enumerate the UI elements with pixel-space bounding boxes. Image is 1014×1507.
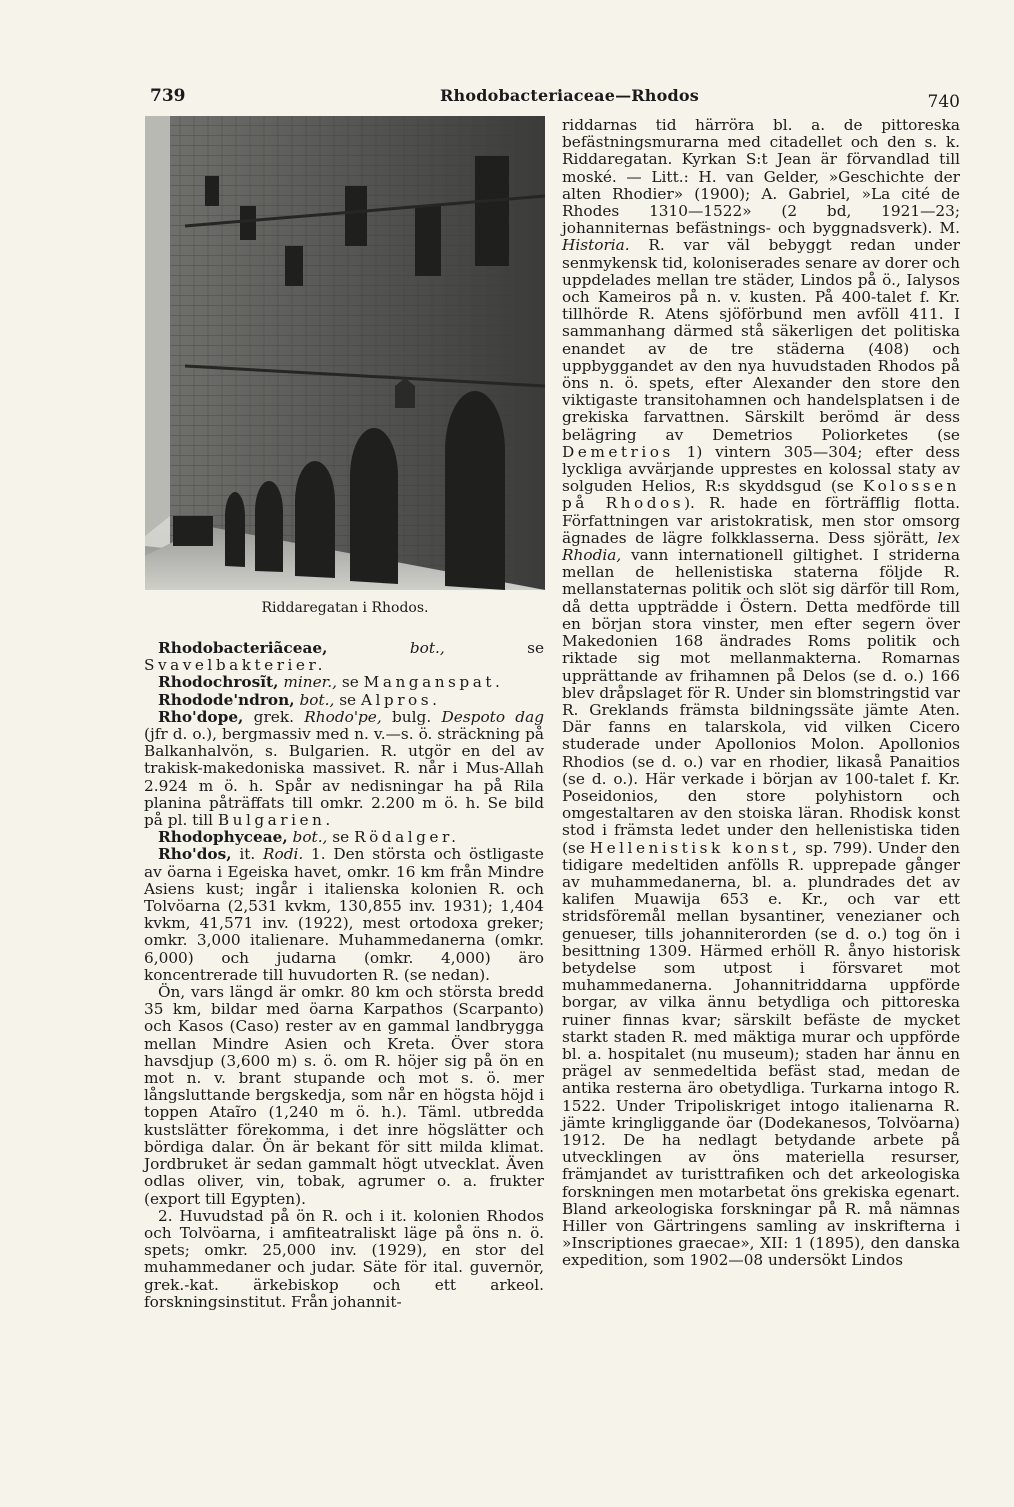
figure-caption: Riddaregatan i Rhodos. <box>261 600 429 616</box>
cross-reference: Rödalger. <box>354 828 460 847</box>
cross-reference: Demetrios <box>562 442 674 461</box>
rhodos-paragraph-island: Ön, vars längd är omkr. 80 km och största bredd 35 km, bildar med öarna Karpathos (Scarpanto) och Kasos (Caso) rester av en gammal landbrygga mellan Mindre Asien och Kreta. Över stora havsdjup (3,600 m) s. ö. om R. höjer sig på ön en mot n. v. brant stupande och mot s. ö. mer långsluttande bergskedja, som når en högsta höjd i toppen Ataĩro (1,240 m ö. h.). Täml. utbredda kustslätter förekomma, i det inre högslätter och bördiga dalar. Ön är bekant för sitt milda klimat. Jordbruket är sedan gammalt högt utvecklat. Även odlas oliver, vin, tobak, agrumer o. a. frukter (export till Egypten). <box>144 983 544 1208</box>
right-column <box>562 117 960 1270</box>
rhodos-paragraph-city: 2. Huvudstad på ön R. och i it. kolonien Rhodos och Tolvöarna, i amfiteatraliskt läge på öns n. ö. spets; omkr. 25,000 inv. (1929), en stor del muhammedaner och judar. Säte för ital. guvernör, grek.-kat. ärkebiskop och ett arkeol. forskningsinstitut. Från johannit- <box>144 1206 544 1311</box>
entry-rhodophyceae: Rhodophyceae, bot., se Rödalger. <box>158 828 460 847</box>
entry-rhodope: Rho'dope, grek. Rhodo'pe, bulg. Despoto dag (jfr d. o.), bergmassiv med n. v.—s. ö. sträckning på Balkanhalvön, s. Bulgarien. R. utgör en del av trakisk-makedoniska massivet. R. når i Mus-Allah 2.924 m ö. h. Spår av nedisningar ha på Rila planina påträffats till omkr. 2.200 m ö. h. Se bild på pl. till Bulgarien. <box>144 707 544 830</box>
section-title-historia: Historia. <box>562 236 630 255</box>
street-photo <box>145 116 545 590</box>
running-head: Rhodobacteriaceae—Rhodos <box>440 86 699 105</box>
page-header <box>150 86 960 110</box>
page-number-right: 740 <box>927 92 960 112</box>
headword: Rho'dope, <box>158 707 244 726</box>
headword: Rhodochrosĩt, <box>158 673 279 692</box>
headword: Rho'dos, <box>158 845 232 864</box>
headword: Rhodobacteriãceae, <box>158 639 328 657</box>
entry-rhodobacteriaceae: Rhodobacteriãceae, bot., se Svavelbakterier. <box>144 639 544 675</box>
cross-reference: Bulgarien. <box>217 811 334 830</box>
cross-reference: Kolossen på Rhodos <box>562 477 960 513</box>
entry-rhododendron: Rhodode'ndron, bot., se Alpros. <box>158 690 441 709</box>
entry-rhodochrosit: Rhodochrosĩt, miner., se Manganspat. <box>158 673 504 692</box>
entry-rhodos: Rho'dos, it. Rodi. 1. Den största och östligaste av öarna i Egeiska havet, omkr. 16 km från Mindre Asiens kust; ingår i italienska kolonien R. och Tolvöarna (2,531 kvkm, 130,855 inv. 1931); 1,404 kvkm, 41,571 inv. (1922), mest ortodoxa greker; omkr. 3,000 italienare. Muhammedanerna (omkr. 6,000) och judarna (omkr. 4,000) äro koncentrerade till huvudorten R. (se nedan). <box>144 845 544 984</box>
cross-reference: Alpros. <box>360 690 441 709</box>
cross-reference: Hellenistisk konst, <box>589 838 801 857</box>
cross-reference: Manganspat. <box>363 673 504 692</box>
left-column <box>144 640 544 1311</box>
headword: Rhodode'ndron, <box>158 690 295 709</box>
headword: Rhodophyceae, <box>158 828 288 847</box>
rhodos-continued: riddarnas tid härröra bl. a. de pittoreska befästningsmurarna med citadellet och den s. k. Riddaregatan. Kyrkan S:t Jean är förvandlad till moské. — Litt.: H. van Gelder, »Geschichte der alten Rhodier» (1900); A. Gabriel, »La cité de Rhodes 1310—1522» (2 bd, 1921—23; johanniternas befästnings- och byggnadsverk). M. Historia. R. var väl bebyggt redan under senmykensk tid, koloniserades senare av dorer och uppdelades mellan tre städer, Lindos på ö., Ialysos och Kameiros på n. v. kusten. På 400-talet f. Kr. tillhörde R. Atens sjöförbund men avföll 411. I sammanhang därmed stå säkerligen det politiska enandet av de tre städerna (408) och uppbyggandet av den nya huvudstaden Rhodos på öns n. ö. spets, efter Alexander den store den viktigaste transitohamnen och handelsplatsen i de grekiska farvattnen. Särskilt berömd är dess belägring av Demetrios Poliorketes (se Demetrios 1) vintern 305—304; efter dess lyckliga avvärjande upprestes en kolossal staty av solguden Helios, R:s skyddsgud (se Kolossen på Rhodos). R. hade en förträfflig flotta. Författningen var aristokratisk, men stor omsorg ägnades de lägre folkklasserna. Dess sjörätt, lex Rhodia, vann internationell giltighet. I striderna mellan de hellenistiska staterna följde R. mellanstaternas politik och slöt sig därför till Rom, då detta uppträdde i Östern. Detta medförde till en början stora vinster, men efter segern över Makedonien 168 ändrades Roms politik och riktade sig mot mellanmakterna. Romarnas upprättande av frihamnen på Delos (se d. o.) 166 blev dråpslaget för R. Under sin blomstringstid var R. Greklands främsta bildningssäte jämte Aten. Där fanns en talarskola, vid vilken Cicero studerade under Apollonios Molon. Apollonios Rhodios (se d. o.) var en rhodier, likaså Panaitios (se d. o.). Här verkade i början av 100-talet f. Kr. Poseidonios, den store polyhistorn och omgestaltaren av den stoiska läran. Rhodisk konst stod i främsta ledet under den hellenistiska tiden (se Hellenistisk konst, sp. 799). Under den tidigare medeltiden anfölls R. upprepade gånger av muhammedanerna, bl. a. plundrades det av kalifen Muawija 653 e. Kr., och var ett stridsföremål mellan bysantiner, venezianer och genueser, tills johanniterorden (se d. o.) tog ön i besittning 1309. Härmed erhöll R. ånyo historisk betydelse som utpost i försvaret mot muhammedanerna. Johannitriddarna uppförde borgar, av vilka ännu betydliga och pittoreska ruiner finnas kvar; särskilt befäste de mycket starkt staden R. med mäktiga murar och uppförde bl. a. hospitalet (nu museum); staden har ännu en prägel av senmedeltida befäst stad, medan de antika resterna äro obetydliga. Turkarna intogo R. 1522. Under Tripoliskriget intogo italienarna R. jämte kringliggande öar (Dodekanesos, Tolvöarna) 1912. De ha nedlagt betydande arbete på utvecklingen av öns materiella resurser, främjandet av turisttrafiken och det arkeologiska forskningen men motarbetat öns grekiska egenart. Bland arkeologiska forskningar på R. må nämnas Hiller von Gärtringens samling av inskrifterna i »Inscriptiones graecae», XII: 1 (1895), den danska expedition, som 1902—08 undersökt Lindos <box>562 116 960 1270</box>
page-number-left: 739 <box>150 86 186 106</box>
street-photo-illustration <box>145 116 545 590</box>
cross-reference: Svavelbakterier. <box>144 656 326 675</box>
